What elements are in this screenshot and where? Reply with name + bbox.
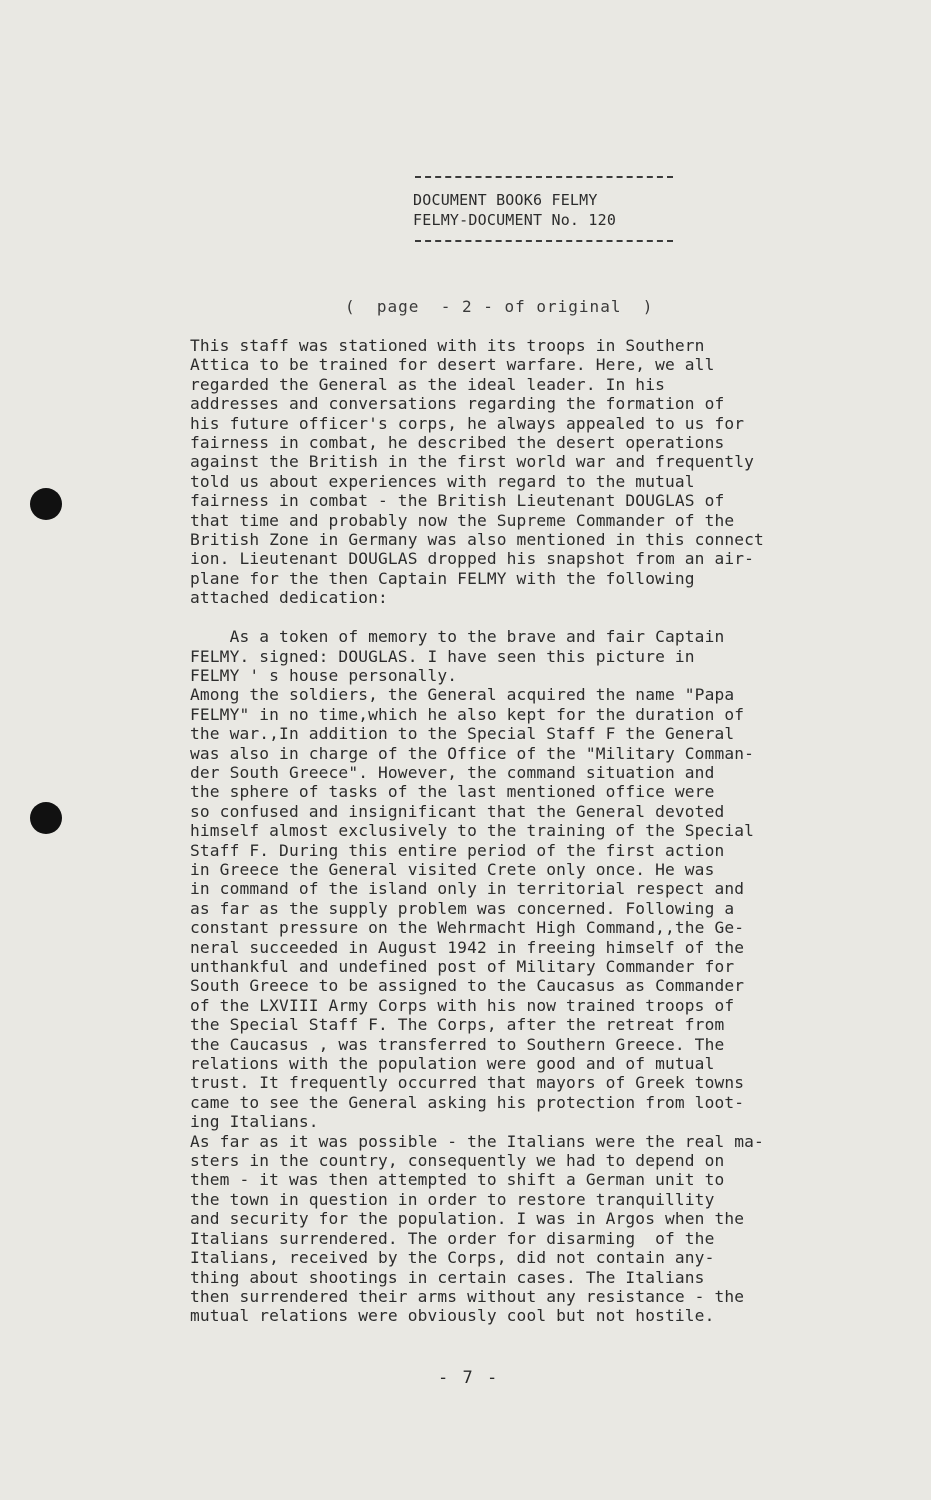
text-line: and security for the population. I was in Argos when the [190, 1209, 745, 1229]
text-line: addresses and conversations regarding the formation of [190, 394, 725, 414]
text-line: told us about experiences with regard to the mutual [190, 471, 695, 491]
text-line: thing about shootings in certain cases. The Italians [190, 1267, 705, 1287]
text-line: constant pressure on the Wehrmacht High Command,,the Ge- [190, 918, 745, 938]
text-line: then surrendered their arms without any resistance - the [190, 1286, 745, 1306]
text-line: sters in the country, consequently we had to depend on [190, 1151, 725, 1171]
text-line: came to see the General asking his protection from loot- [190, 1092, 745, 1112]
text-line: Staff F. During this entire period of the first action [190, 840, 725, 860]
text-line: Italians, received by the Corps, did not contain any- [190, 1248, 715, 1268]
text-line: Italians surrendered. The order for disarming of the [190, 1228, 715, 1248]
text-line: FELMY" in no time,which he also kept for the duration of [190, 704, 745, 724]
text-line: was also in charge of the Office of the "Military Comman- [190, 743, 755, 763]
text-line: against the British in the first world war and frequently [190, 452, 755, 472]
text-line: Among the soldiers, the General acquired the name "Papa [190, 685, 735, 705]
text-line: the sphere of tasks of the last mentioned office were [190, 782, 715, 802]
page-number: - 7 - [438, 1368, 500, 1388]
document-number: FELMY-DOCUMENT No. 120 [413, 211, 617, 229]
text-line: them - it was then attempted to shift a German unit to [190, 1170, 725, 1190]
text-line: Attica to be trained for desert warfare. Here, we all [190, 355, 715, 375]
text-line: fairness in combat, he described the desert operations [190, 433, 725, 453]
text-line: regarded the General as the ideal leader. In his [190, 374, 665, 394]
text-line: that time and probably now the Supreme Commander of the [190, 510, 735, 530]
text-line: the Special Staff F. The Corps, after the retreat from [190, 1015, 725, 1035]
text-line: relations with the population were good and of mutual [190, 1054, 715, 1074]
text-line: in command of the island only in territorial respect and [190, 879, 745, 899]
text-line: himself almost exclusively to the training of the Special [190, 821, 755, 841]
header-rule [415, 176, 673, 178]
text-line: so confused and insignificant that the General devoted [190, 801, 725, 821]
text-line: the war.,In addition to the Special Staff F the General [190, 724, 735, 744]
header-rule [415, 240, 673, 242]
text-line: FELMY. signed: DOUGLAS. I have seen this picture in [190, 646, 695, 666]
text-line: as far as the supply problem was concerned. Following a [190, 898, 735, 918]
text-line: trust. It frequently occurred that mayors of Greek towns [190, 1073, 745, 1093]
text-line: South Greece to be assigned to the Caucasus as Commander [190, 976, 745, 996]
text-line: the town in question in order to restore tranquillity [190, 1189, 715, 1209]
text-line: the Caucasus , was transferred to Southern Greece. The [190, 1034, 725, 1054]
text-line: fairness in combat - the British Lieutenant DOUGLAS of [190, 491, 725, 511]
text-line: plane for the then Captain FELMY with the following [190, 568, 695, 588]
text-line: his future officer's corps, he always appealed to us for [190, 413, 745, 433]
text-line: mutual relations were obviously cool but not hostile. [190, 1306, 715, 1326]
text-line: ing Italians. [190, 1112, 319, 1132]
text-line: of the LXVIII Army Corps with his now trained troops of [190, 995, 735, 1015]
text-line: As a token of memory to the brave and fair Captain [190, 627, 725, 647]
text-line [190, 608, 890, 627]
text-line: British Zone in Germany was also mentioned in this connect [190, 530, 764, 550]
punch-hole [30, 488, 62, 520]
text-line: As far as it was possible - the Italians were the real ma- [190, 1131, 764, 1151]
body-text [190, 336, 890, 1326]
text-line: attached dedication: [190, 588, 388, 608]
text-line: in Greece the General visited Crete only once. He was [190, 859, 715, 879]
punch-hole [30, 802, 62, 834]
original-page-reference: ( page - 2 - of original ) [345, 297, 654, 316]
text-line: unthankful and undefined post of Military Commander for [190, 957, 735, 976]
document-book-title: DOCUMENT BOOK6 FELMY [413, 191, 598, 209]
text-line: der South Greece". However, the command situation and [190, 762, 715, 782]
document-header [413, 176, 683, 242]
text-line: ion. Lieutenant DOUGLAS dropped his snapshot from an air- [190, 549, 755, 569]
text-line: neral succeeded in August 1942 in freeing himself of the [190, 937, 745, 957]
text-line: This staff was stationed with its troops in Southern [190, 336, 705, 355]
text-line: FELMY ' s house personally. [190, 665, 458, 685]
